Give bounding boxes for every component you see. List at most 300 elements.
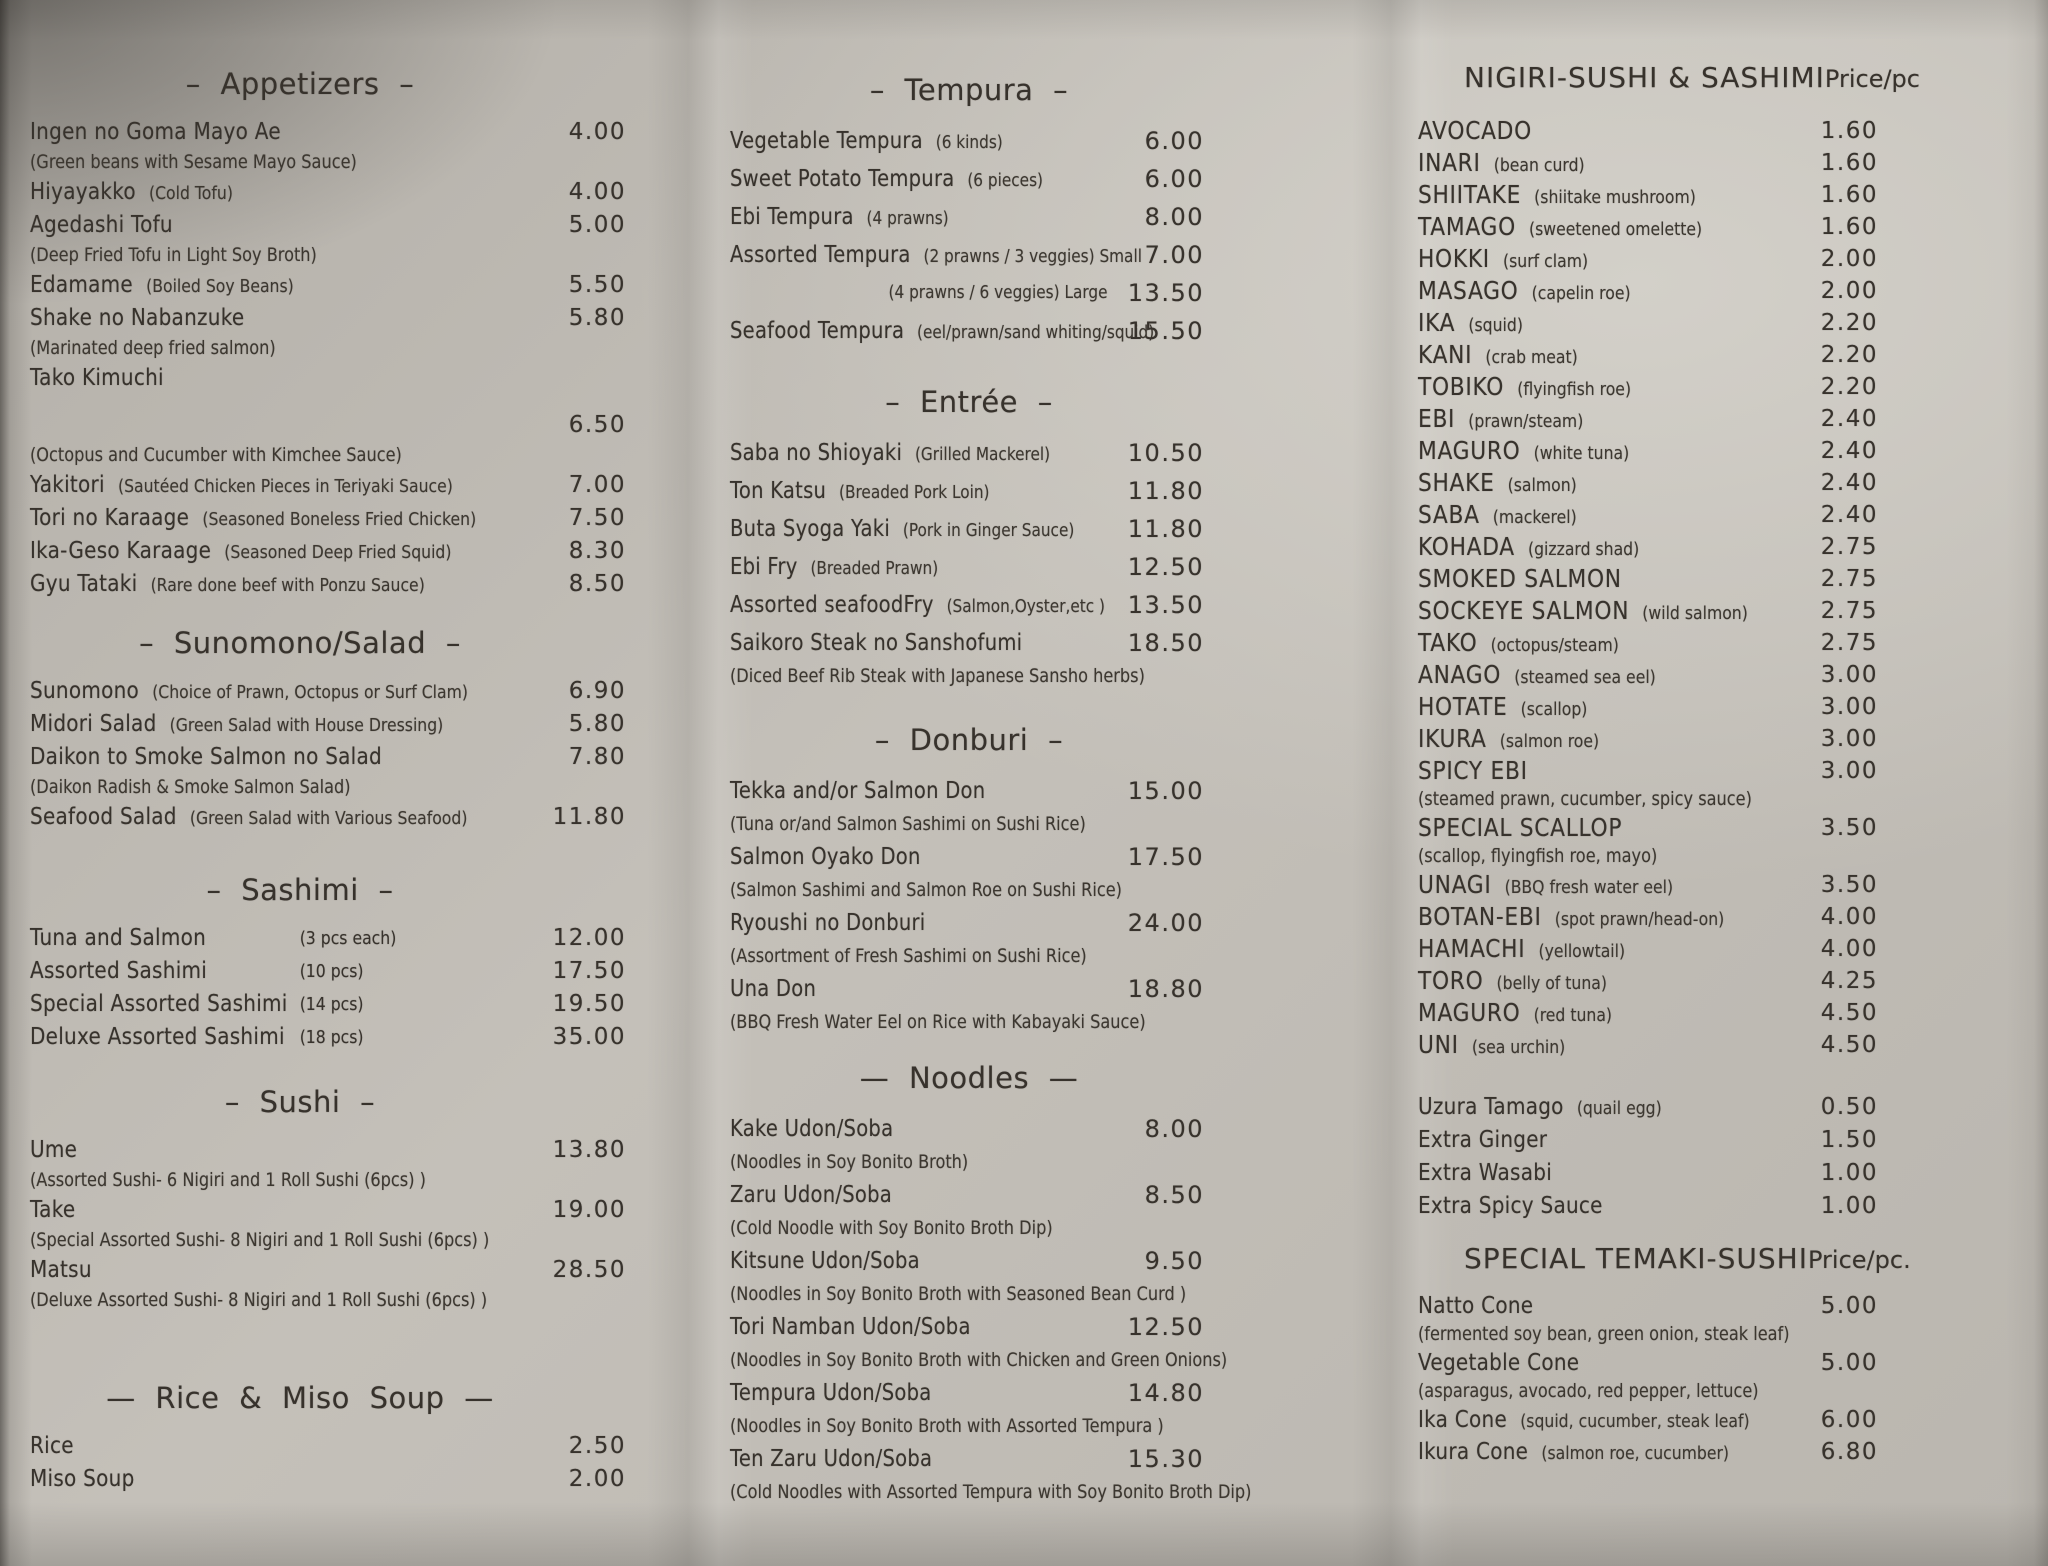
item-price: 5.00: [568, 212, 626, 238]
temaki-section-header: [1418, 1239, 2018, 1280]
menu-item-line: [1418, 275, 2018, 307]
menu-item-text: [730, 312, 1154, 352]
menu-item: [1418, 869, 2018, 901]
menu-item-line: [30, 708, 630, 741]
item-price: 2.75: [1820, 534, 1878, 560]
item-note: (scallop): [1520, 699, 1588, 720]
item-note: (mackerel): [1492, 507, 1577, 528]
menu-item: [1418, 563, 2018, 595]
item-price: 4.00: [1820, 936, 1878, 962]
menu-item: [30, 1430, 630, 1463]
item-note: (spot prawn/head-on): [1554, 909, 1725, 930]
section-rice-miso-soup: [30, 1378, 630, 1496]
menu-item: [1418, 243, 2018, 275]
item-price: 6.00: [1144, 127, 1204, 155]
item-description: (fermented soy bean, green onion, steak leaf): [1418, 1323, 1790, 1345]
menu-item: [1418, 275, 2018, 307]
menu-item-line: [1418, 691, 2018, 723]
menu-item: [730, 1148, 1208, 1176]
item-price: 35.00: [552, 1024, 626, 1050]
section-title: SPECIAL TEMAKI-SUSHI: [1464, 1242, 1808, 1275]
menu-item-line: [30, 1194, 630, 1227]
menu-item-text: [30, 362, 164, 396]
menu-item-text: [730, 1374, 931, 1414]
item-name: SPECIAL SCALLOP: [1418, 813, 1623, 842]
section-extras: [1418, 1091, 2018, 1223]
section-title: – Sashimi –: [206, 873, 394, 907]
menu-item-text: [1418, 627, 1619, 662]
item-price: 3.00: [1820, 694, 1878, 720]
item-price: 19.00: [552, 1197, 626, 1223]
item-price: 2.50: [568, 1433, 626, 1459]
menu-item-text: [1418, 812, 1622, 847]
item-price: 2.00: [1820, 246, 1878, 272]
menu-item-text: [1418, 1404, 1750, 1438]
section-items: [1418, 1091, 2018, 1223]
item-price: 5.80: [568, 305, 626, 331]
menu-item-line: [730, 510, 1208, 548]
item-name: IKA: [1418, 308, 1456, 337]
item-note: (prawn/steam): [1468, 411, 1584, 432]
menu-item-text: [1418, 147, 1585, 182]
menu-item: [730, 1478, 1252, 1506]
menu-item-text: [730, 198, 949, 238]
menu-item-text: [30, 741, 382, 775]
menu-item-text: [730, 1308, 971, 1348]
item-name: Natto Cone: [1418, 1293, 1534, 1319]
section-title: — Noodles —: [859, 1061, 1079, 1095]
menu-item-line: [730, 772, 1208, 810]
section-items: [730, 772, 1208, 1036]
item-name: IKURA: [1418, 724, 1487, 753]
section-items: [30, 922, 630, 1054]
item-name: SHIITAKE: [1418, 180, 1522, 209]
menu-item-text: [1418, 965, 1607, 1000]
menu-item-line: [730, 236, 1208, 274]
item-note: (Cold Tofu): [148, 183, 233, 204]
menu-item-line: [1418, 147, 2018, 179]
item-note: (salmon roe): [1499, 731, 1600, 752]
menu-item-text: [730, 1242, 920, 1282]
menu-item-line: [1418, 1436, 2018, 1468]
menu-item-line: [730, 586, 1208, 624]
menu-item: [1418, 339, 2018, 371]
item-price: 6.00: [1820, 1407, 1878, 1433]
item-name: Sunomono: [30, 678, 140, 704]
item-name: Kake Udon/Soba: [730, 1116, 894, 1142]
item-name: MASAGO: [1418, 276, 1519, 305]
menu-item: [730, 1374, 1208, 1412]
menu-item-line: [1418, 563, 2018, 595]
menu-item-text: [730, 510, 1074, 550]
item-name: Ebi Fry: [730, 554, 798, 580]
item-name: Tori Namban Udon/Soba: [730, 1314, 971, 1340]
menu-item: [1418, 787, 2018, 812]
item-description: (Green beans with Sesame Mayo Sauce): [30, 151, 357, 173]
menu-item-line: [30, 1463, 630, 1496]
menu-item-text: [730, 1440, 932, 1480]
menu-item-text: [30, 116, 281, 150]
menu-item-text: [1418, 243, 1588, 278]
menu-item: [1418, 933, 2018, 965]
menu-item: [730, 1280, 1208, 1308]
item-name: UNI: [1418, 1030, 1459, 1059]
item-description: (Deep Fried Tofu in Light Soy Broth): [30, 244, 317, 266]
menu-item: [1418, 1322, 2018, 1347]
menu-item-text: [1418, 691, 1587, 726]
item-name: HOTATE: [1418, 692, 1508, 721]
section-entree: [730, 382, 1208, 690]
menu-item-line: [730, 838, 1208, 876]
item-price: 18.80: [1127, 975, 1204, 1003]
section-donburi: [730, 720, 1208, 1036]
item-price: 7.00: [1144, 241, 1204, 269]
item-name: Assorted Tempura: [730, 242, 911, 268]
menu-item: [30, 1254, 630, 1287]
menu-item: [730, 838, 1208, 876]
section-sushi: [30, 1082, 630, 1314]
item-price: 12.50: [1127, 553, 1204, 581]
menu-item-line: [730, 1242, 1208, 1280]
menu-item-line: [1418, 1029, 2018, 1061]
menu-item: [730, 1008, 1208, 1036]
section-title: – Donburi –: [874, 723, 1064, 757]
menu-item-line: [30, 1021, 630, 1054]
menu-item-text: [730, 624, 1022, 664]
item-name: Extra Wasabi: [1418, 1160, 1553, 1186]
item-note: (salmon): [1507, 475, 1577, 496]
item-name: Ebi Tempura: [730, 204, 854, 230]
item-name: HAMACHI: [1418, 934, 1526, 963]
item-price: 8.00: [1144, 203, 1204, 231]
menu-item: [30, 362, 630, 395]
menu-item: [730, 472, 1208, 510]
menu-item-line: [1418, 627, 2018, 659]
item-price: 12.50: [1127, 1313, 1204, 1341]
menu-item-text: [30, 1194, 75, 1228]
menu-item-text: [1418, 435, 1629, 470]
menu-item-line: [1418, 659, 2018, 691]
menu-item: [1418, 179, 2018, 211]
menu-item-line: [730, 1176, 1208, 1214]
menu-item-line: [1418, 755, 2018, 787]
menu-item: [1418, 1436, 2018, 1468]
nigiri-section-header: [1418, 58, 2018, 99]
menu-item: [1418, 659, 2018, 691]
menu-item-line: [1418, 211, 2018, 243]
menu-item-line: [30, 362, 630, 395]
item-note: (Boiled Soy Beans): [146, 276, 294, 297]
item-note: (Sautéed Chicken Pieces in Teriyaki Sauce): [117, 476, 453, 497]
menu-item-line: [30, 988, 630, 1021]
item-note: (Choice of Prawn, Octopus or Surf Clam): [152, 682, 468, 703]
item-name: Seafood Salad: [30, 804, 177, 830]
item-pieces: (18 pcs): [299, 1027, 364, 1048]
menu-item: [1418, 211, 2018, 243]
item-name: EBI: [1418, 404, 1456, 433]
menu-item: [1418, 1124, 2018, 1157]
item-price: 4.50: [1820, 1000, 1878, 1026]
item-name: Miso Soup: [30, 1466, 135, 1492]
menu-item-line: [30, 116, 630, 149]
menu-item-line: [30, 922, 630, 955]
section-items: [730, 1110, 1252, 1506]
menu-item-text: [30, 302, 244, 336]
menu-item-text: [1418, 595, 1748, 630]
menu-item: [1418, 812, 2018, 844]
item-name: SPICY EBI: [1418, 756, 1528, 785]
item-note: (yellowtail): [1538, 941, 1626, 962]
item-price: 2.00: [568, 1466, 626, 1492]
item-description: (Special Assorted Sushi- 8 Nigiri and 1 Roll Sushi (6pcs) ): [30, 1229, 490, 1251]
menu-item-text: [30, 502, 476, 536]
menu-item-text: [1418, 179, 1696, 214]
item-description: (BBQ Fresh Water Eel on Rice with Kabayaki Sauce): [730, 1011, 1146, 1033]
menu-item-text: [1418, 275, 1631, 310]
item-name: Daikon to Smoke Salmon no Salad: [30, 744, 382, 770]
section-items: [730, 434, 1208, 690]
menu-item: [30, 302, 630, 335]
item-price: 15.30: [1127, 1445, 1204, 1473]
menu-item: [1418, 997, 2018, 1029]
menu-item: [1418, 531, 2018, 563]
menu-item-text: [1418, 1124, 1547, 1158]
section-items: [1418, 1290, 2018, 1468]
menu-item-text: [1418, 869, 1673, 904]
item-price: 1.50: [1820, 1127, 1878, 1153]
section-items: [30, 1134, 630, 1314]
item-price: 12.00: [552, 925, 626, 951]
item-note: (Green Salad with House Dressing): [169, 715, 444, 736]
menu-item-line: [730, 198, 1208, 236]
item-note: (squid): [1468, 315, 1523, 336]
item-pieces: (10 pcs): [299, 961, 364, 982]
menu-item: [1418, 691, 2018, 723]
menu-item-text: [730, 434, 1050, 474]
menu-column-middle: [730, 0, 1252, 1506]
section-items: [30, 675, 630, 834]
item-note: (Seasoned Boneless Fried Chicken): [202, 509, 477, 530]
item-price: 3.00: [1820, 726, 1878, 752]
menu-item-text: [1418, 1436, 1729, 1470]
item-price: 2.75: [1820, 598, 1878, 624]
item-description: (Marinated deep fried salmon): [30, 337, 276, 359]
item-price: 5.80: [568, 711, 626, 737]
item-description: (Deluxe Assorted Sushi- 8 Nigiri and 1 Roll Sushi (6pcs) ): [30, 1289, 488, 1311]
section-title: – Sushi –: [224, 1085, 376, 1119]
item-name: Extra Spicy Sauce: [1418, 1193, 1603, 1219]
item-name: BOTAN-EBI: [1418, 902, 1542, 931]
item-name: Buta Syoga Yaki: [730, 516, 891, 542]
item-name: Tempura Udon/Soba: [730, 1380, 932, 1406]
menu-item-text: [1418, 1091, 1662, 1125]
item-name: Ika Cone: [1418, 1407, 1508, 1433]
menu-item-text: [730, 838, 921, 878]
menu-item: [730, 160, 1208, 198]
menu-item: [730, 1110, 1208, 1148]
item-note: (Grilled Mackerel): [914, 444, 1051, 465]
menu-item-line: [30, 741, 630, 774]
menu-item-text: [730, 904, 926, 944]
menu-item: [730, 970, 1208, 1008]
item-price: 19.50: [552, 991, 626, 1017]
item-description: (steamed prawn, cucumber, spicy sauce): [1418, 788, 1752, 810]
menu-item-text: [1418, 499, 1577, 534]
menu-item: [30, 149, 630, 176]
menu-item-text: [1418, 403, 1583, 438]
item-note: (Rare done beef with Ponzu Sauce): [150, 575, 425, 596]
item-price: 7.00: [568, 472, 626, 498]
menu-item-line: [30, 568, 630, 601]
menu-item-line: [730, 970, 1208, 1008]
menu-item-text: [730, 970, 816, 1010]
item-price: 4.00: [568, 119, 626, 145]
item-name: Zaru Udon/Soba: [730, 1182, 893, 1208]
item-name: Assorted seafoodFry: [730, 592, 934, 618]
menu-item: [30, 675, 630, 708]
section-appetizers: [30, 64, 630, 601]
menu-item: [1418, 1029, 2018, 1061]
menu-item-text: [30, 988, 364, 1022]
item-name: Tekka and/or Salmon Don: [730, 778, 986, 804]
menu-item-line: [1418, 435, 2018, 467]
item-description: (Diced Beef Rib Steak with Japanese Sansho herbs): [730, 665, 1145, 687]
item-note: (surf clam): [1503, 251, 1589, 272]
item-name: Una Don: [730, 976, 817, 1002]
menu-item-line: [1418, 1190, 2018, 1223]
item-price: 13.50: [1127, 591, 1204, 619]
item-name: HOKKI: [1418, 244, 1490, 273]
item-name: Take: [30, 1197, 76, 1223]
menu-item: [30, 1134, 630, 1167]
item-description: (Octopus and Cucumber with Kimchee Sauce): [30, 444, 402, 466]
item-price: 8.50: [1144, 1181, 1204, 1209]
menu-item-text: [30, 675, 468, 709]
menu-item-text: [730, 236, 1142, 276]
menu-item-text: [1418, 339, 1578, 374]
item-note: (red tuna): [1533, 1005, 1613, 1026]
item-name: Uzura Tamago: [1418, 1094, 1564, 1120]
item-price: 14.80: [1127, 1379, 1204, 1407]
item-name: SMOKED SALMON: [1418, 564, 1622, 593]
menu-item: [730, 772, 1208, 810]
item-note: (Salmon,Oyster,etc ): [946, 596, 1106, 617]
item-price: 2.20: [1820, 342, 1878, 368]
menu-item: [730, 312, 1208, 350]
menu-column-right: [1418, 0, 2018, 1468]
item-price: 3.00: [1820, 758, 1878, 784]
menu-item: [730, 624, 1208, 662]
menu-item-line: [730, 122, 1208, 160]
menu-item-line: [1418, 371, 2018, 403]
item-note: (shiitake mushroom): [1534, 187, 1696, 208]
menu-item: [30, 922, 630, 955]
item-price: 8.30: [568, 538, 626, 564]
item-name: UNAGI: [1418, 870, 1492, 899]
item-note: (flyingfish roe): [1517, 379, 1632, 400]
item-name: Ryoushi no Donburi: [730, 910, 926, 936]
menu-item-text: [1418, 1157, 1552, 1191]
item-note: (white tuna): [1533, 443, 1630, 464]
item-price: 1.60: [1820, 118, 1878, 144]
item-price: 2.75: [1820, 630, 1878, 656]
menu-item-line: [730, 312, 1208, 350]
menu-item: [30, 409, 630, 442]
item-price: 9.50: [1144, 1247, 1204, 1275]
item-note: (belly of tuna): [1496, 973, 1607, 994]
item-name: Vegetable Cone: [1418, 1350, 1580, 1376]
menu-item-line: [1418, 901, 2018, 933]
menu-item: [30, 568, 630, 601]
item-name: Tori no Karaage: [30, 505, 190, 531]
menu-item: [1418, 844, 2018, 869]
menu-item: [730, 1440, 1208, 1478]
menu-item: [30, 242, 630, 269]
item-note: (Seasoned Deep Fried Squid): [224, 542, 452, 563]
menu-item: [1418, 499, 2018, 531]
menu-item-line: [730, 1440, 1208, 1478]
section-tempura: [730, 70, 1208, 350]
item-name: INARI: [1418, 148, 1481, 177]
menu-item-line: [30, 269, 630, 302]
menu-item-text: [730, 1110, 893, 1150]
menu-item: [1418, 627, 2018, 659]
item-name: Agedashi Tofu: [30, 212, 173, 238]
item-price: 2.40: [1820, 502, 1878, 528]
menu-item-text: [30, 708, 443, 742]
menu-item-text: [30, 1430, 74, 1464]
menu-item-line: [30, 302, 630, 335]
item-note: (6 kinds): [935, 132, 1003, 153]
item-note: (eel/prawn/sand whiting/squid): [917, 322, 1155, 343]
item-price: 3.00: [1820, 662, 1878, 688]
item-note: (Breaded Prawn): [810, 558, 939, 579]
menu-item-line: [30, 502, 630, 535]
item-price: 18.50: [1127, 629, 1204, 657]
menu-item: [30, 774, 630, 801]
menu-item: [30, 1227, 630, 1254]
item-price: 7.50: [568, 505, 626, 531]
item-price: 28.50: [552, 1257, 626, 1283]
item-description: (scallop, flyingfish roe, mayo): [1418, 845, 1658, 867]
item-note: (6 pieces): [967, 170, 1044, 191]
menu-item-text: [1418, 563, 1622, 598]
menu-item-text: [30, 1463, 135, 1497]
item-price: 11.80: [1127, 515, 1204, 543]
menu-column-left: [30, 0, 630, 1496]
item-name: Deluxe Assorted Sashimi: [30, 1024, 285, 1050]
menu-item-text: [1418, 211, 1702, 246]
menu-item: [1418, 1379, 2018, 1404]
item-note: (2 prawns / 3 veggies) Small: [923, 246, 1142, 267]
menu-item-line: [1418, 1347, 2018, 1379]
item-note: (sweetened omelette): [1529, 219, 1703, 240]
item-price: 11.80: [1127, 477, 1204, 505]
menu-item-text: [30, 535, 451, 569]
menu-item-text: [30, 269, 294, 303]
item-note: (capelin roe): [1531, 283, 1631, 304]
menu-item-text: [30, 568, 425, 602]
item-description: (Cold Noodle with Soy Bonito Broth Dip): [730, 1217, 1053, 1239]
menu-item-text: [1418, 1029, 1565, 1064]
item-note: (octopus/steam): [1490, 635, 1619, 656]
menu-item: [30, 1463, 630, 1496]
menu-item: [730, 904, 1208, 942]
item-note: (gizzard shad): [1527, 539, 1640, 560]
menu-item: [30, 469, 630, 502]
menu-item-text: [730, 1176, 892, 1216]
item-note: (steamed sea eel): [1514, 667, 1656, 688]
